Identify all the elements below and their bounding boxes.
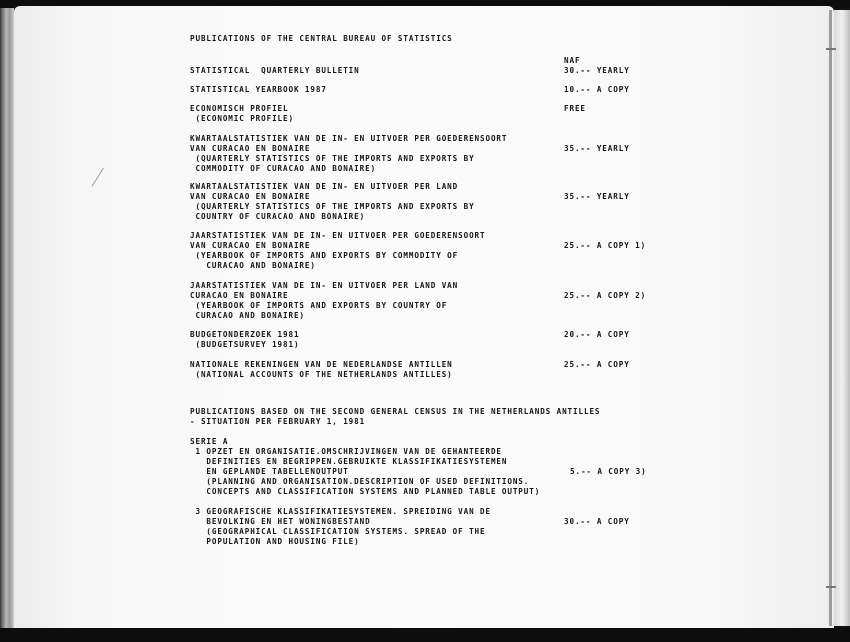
entry-title: JAARSTATISTIEK VAN DE IN- EN UITVOER PER GOEDERENSOORT [190,231,486,240]
entry-subtitle: (QUARTERLY STATISTICS OF THE IMPORTS AND EXPORTS BY [190,154,475,163]
entry-title: VAN CURACAO EN BONAIRE [190,192,311,201]
entry-subtitle: (YEARBOOK OF IMPORTS AND EXPORTS BY COUNTRY OF [190,301,448,310]
entry-subtitle: CURACAO AND BONAIRE) [190,261,316,270]
entry-subtitle: (NATIONAL ACCOUNTS OF THE NETHERLANDS ANTILLES) [190,370,453,379]
entry-price: FREE [564,104,586,113]
currency-header: NAF [564,56,581,65]
entry-title: BUDGETONDERZOEK 1981 [190,330,300,339]
entry-subtitle: COMMODITY OF CURACAO AND BONAIRE) [190,164,377,173]
entry-price: 25.-- A COPY 2) [564,291,647,300]
entry-price: 25.-- A COPY 1) [564,241,647,250]
census-item-title: 3 GEOGRAFISCHE KLASSIFIKATIESYSTEMEN. SPREIDING VAN DE [190,507,491,516]
entry-title: JAARSTATISTIEK VAN DE IN- EN UITVOER PER LAND VAN [190,281,459,290]
entry-title: KWARTAALSTATISTIEK VAN DE IN- EN UITVOER PER GOEDERENSOORT [190,134,508,143]
entry-price: 35.-- YEARLY [564,144,630,153]
entry-subtitle: CURACAO AND BONAIRE) [190,311,305,320]
census-item-price: 5.-- A COPY 3) [570,467,647,476]
entry-subtitle: (ECONOMIC PROFILE) [190,114,294,123]
series-label: SERIE A [190,437,229,446]
entry-title: VAN CURACAO EN BONAIRE [190,144,311,153]
entry-subtitle: COUNTRY OF CURACAO AND BONAIRE) [190,212,366,221]
entry-title: ECONOMISCH PROFIEL [190,104,289,113]
entry-price: 30.-- YEARLY [564,66,630,75]
entry-title: KWARTAALSTATISTIEK VAN DE IN- EN UITVOER PER LAND [190,182,459,191]
entry-title: VAN CURACAO EN BONAIRE [190,241,311,250]
census-item-title: BEVOLKING EN HET WONINGBESTAND [190,517,371,526]
census-item-subtitle: (PLANNING AND ORGANISATION.DESCRIPTION OF USED DEFINITIONS. [190,477,530,486]
entry-subtitle: (QUARTERLY STATISTICS OF THE IMPORTS AND EXPORTS BY [190,202,475,211]
census-item-subtitle: POPULATION AND HOUSING FILE) [190,537,360,546]
entry-title: CURACAO EN BONAIRE [190,291,289,300]
census-item-title: DEFINITIES EN BEGRIPPEN.GEBRUIKTE KLASSIFIKATIESYSTEMEN [190,457,508,466]
entry-price: 20.-- A COPY [564,330,630,339]
entry-title: STATISTICAL QUARTERLY BULLETIN [190,66,360,75]
census-item-price: 30.-- A COPY [564,517,630,526]
document-title: PUBLICATIONS OF THE CENTRAL BUREAU OF STATISTICS [190,34,453,43]
entry-price: 10.-- A COPY [564,85,630,94]
entry-title: STATISTICAL YEARBOOK 1987 [190,85,327,94]
census-item-subtitle: (GEOGRAPHICAL CLASSIFICATION SYSTEMS. SPREAD OF THE [190,527,486,536]
entry-price: 25.-- A COPY [564,360,630,369]
census-item-title: EN GEPLANDE TABELLENOUTPUT [190,467,349,476]
entry-price: 35.-- YEARLY [564,192,630,201]
entry-subtitle: (BUDGETSURVEY 1981) [190,340,300,349]
census-item-subtitle: CONCEPTS AND CLASSIFICATION SYSTEMS AND PLANNED TABLE OUTPUT) [190,487,541,496]
entry-title: NATIONALE REKENINGEN VAN DE NEDERLANDSE ANTILLEN [190,360,453,369]
census-item-title: 1 OPZET EN ORGANISATIE.OMSCHRIJVINGEN VAN DE GEHANTEERDE [190,447,502,456]
census-heading: - SITUATION PER FEBRUARY 1, 1981 [190,417,366,426]
entry-subtitle: (YEARBOOK OF IMPORTS AND EXPORTS BY COMMODITY OF [190,251,459,260]
census-heading: PUBLICATIONS BASED ON THE SECOND GENERAL CENSUS IN THE NETHERLANDS ANTILLES [190,407,601,416]
